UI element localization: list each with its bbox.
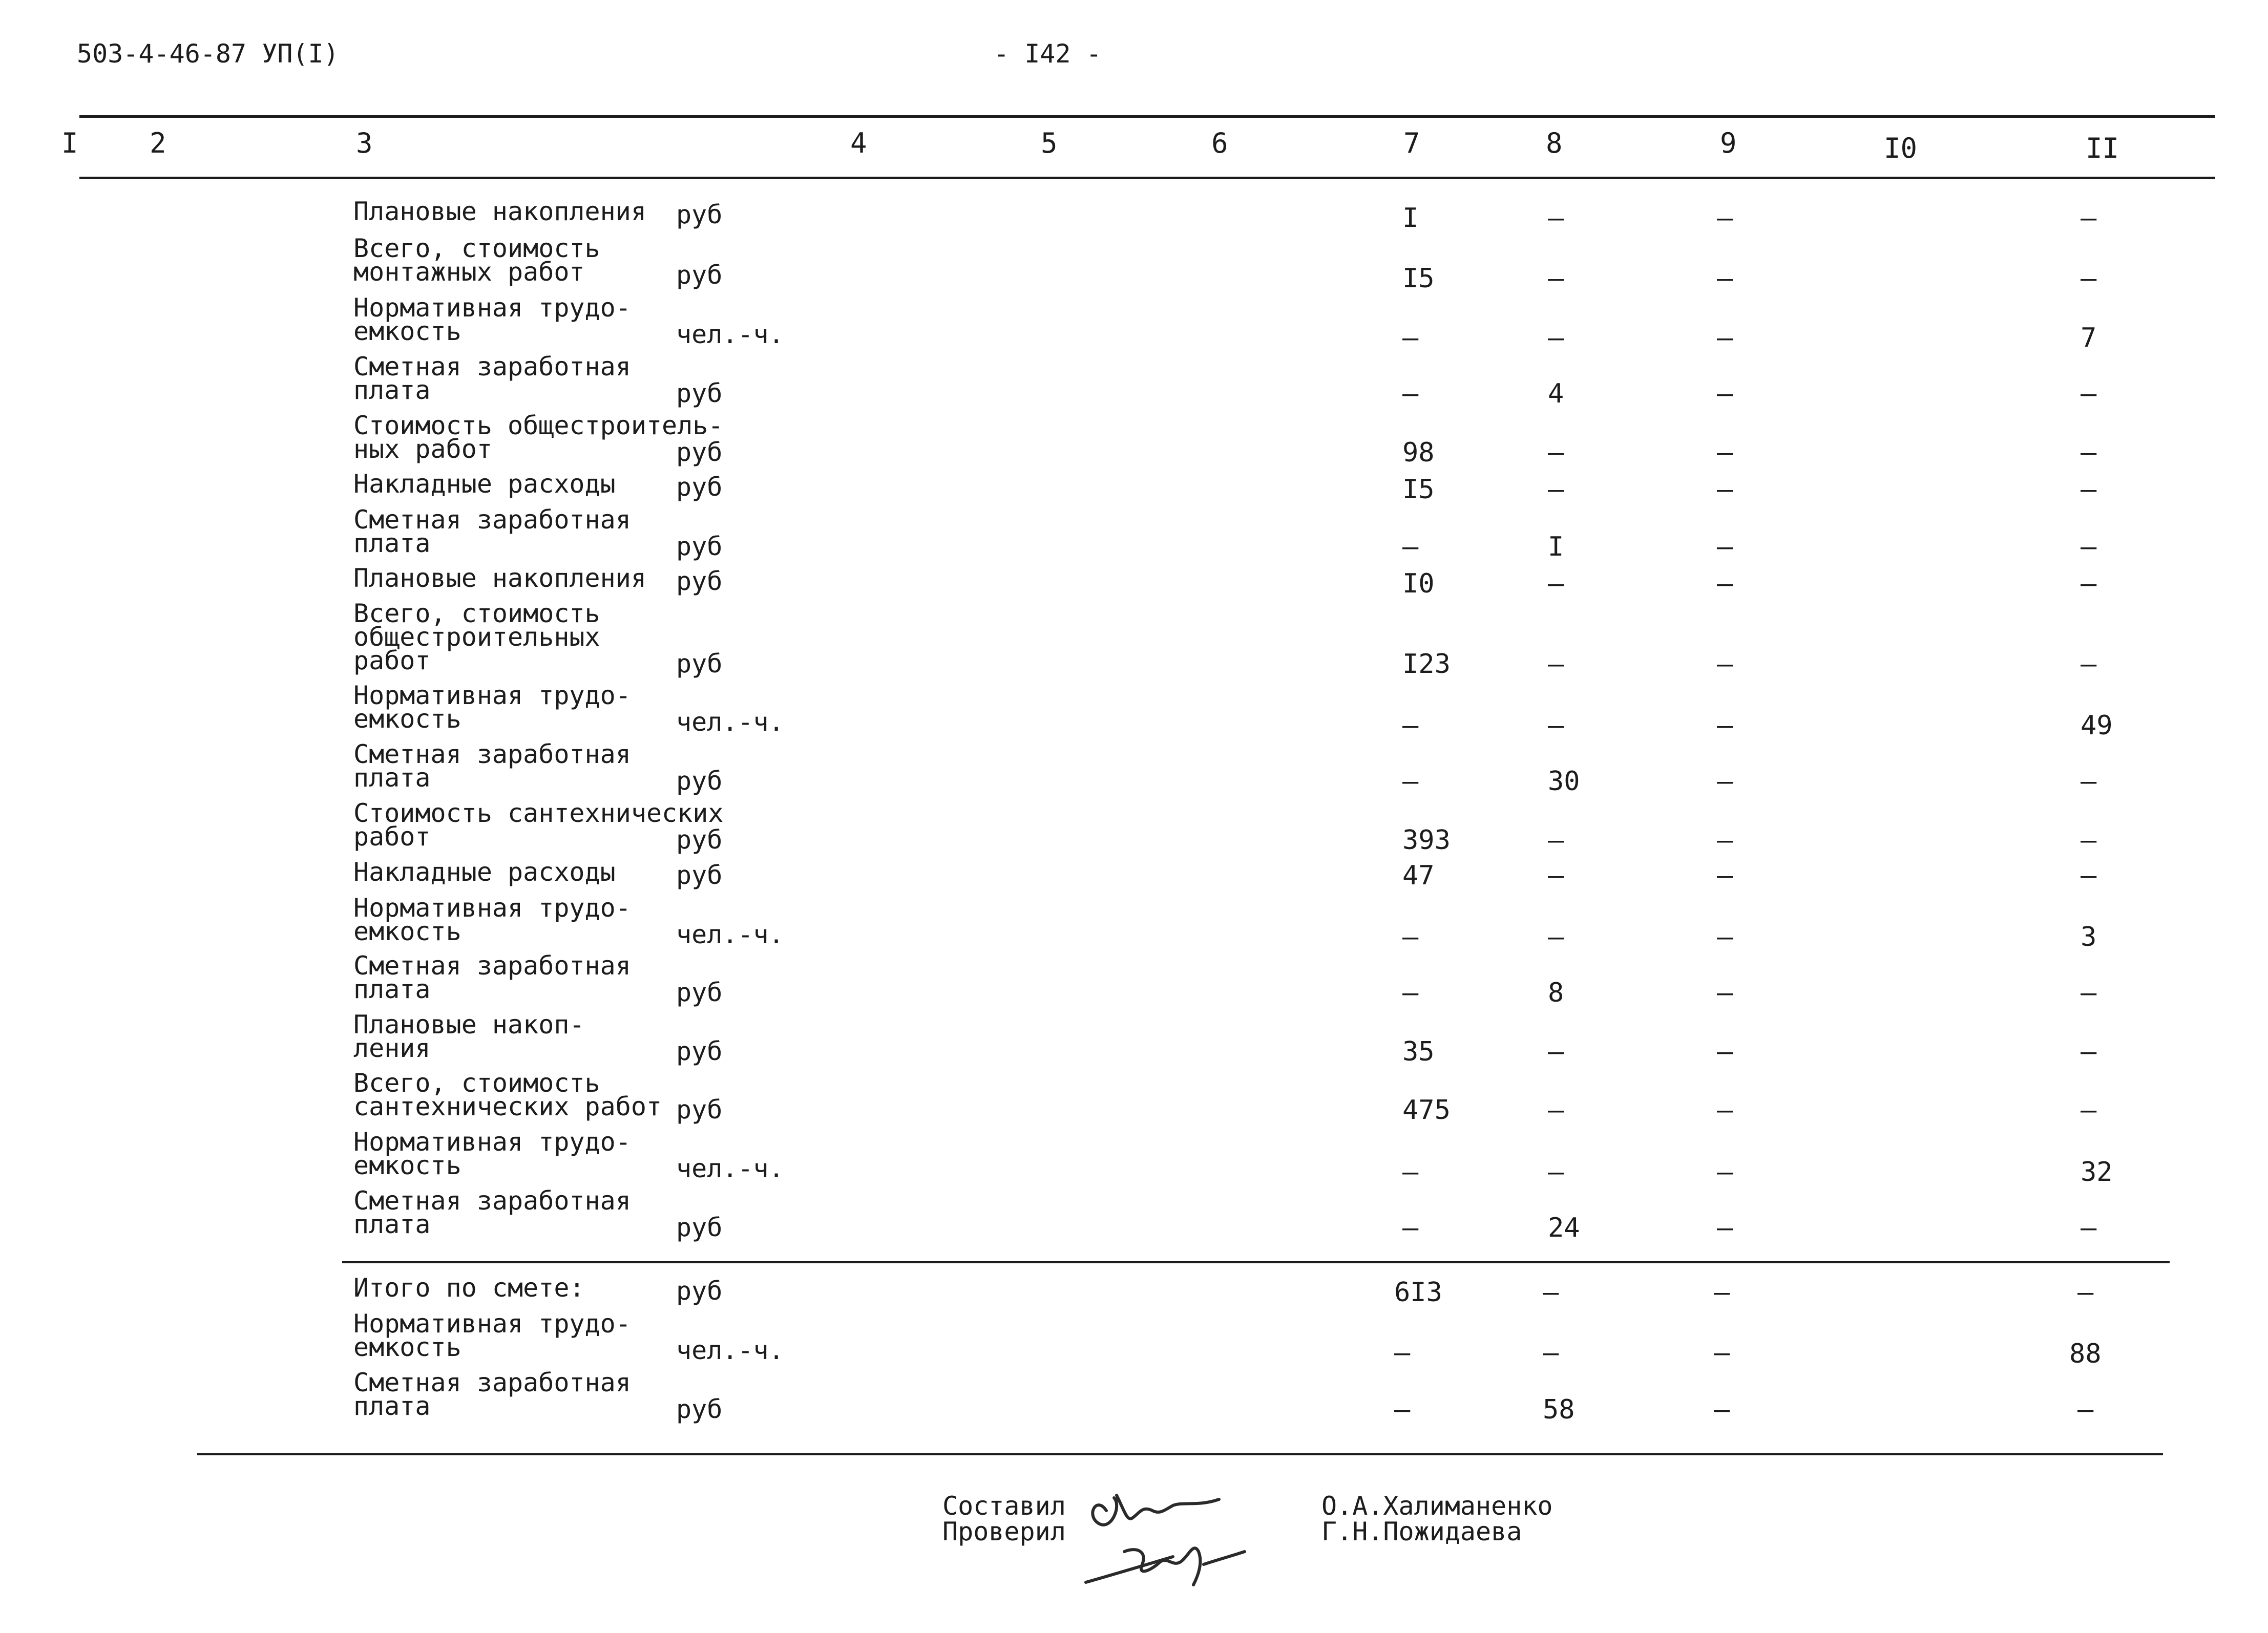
column-number-1: I	[61, 127, 78, 159]
col7-value: 47	[1402, 860, 1435, 891]
row-label: Сметная заработная плата	[353, 951, 631, 1004]
row-label: Нормативная трудо- емкость	[353, 1127, 631, 1180]
row-unit: чел.-ч.	[676, 1154, 784, 1183]
col9-value: –	[1717, 1095, 1733, 1126]
col9-value: –	[1717, 922, 1733, 952]
row-unit: руб	[676, 532, 723, 561]
col8-value: –	[1548, 437, 1564, 468]
header-bottom-rule	[79, 177, 2215, 179]
col8-value: –	[1548, 263, 1564, 294]
col8-value: 8	[1548, 978, 1564, 1008]
row-unit: руб	[676, 649, 723, 678]
col11-value: –	[2081, 860, 2097, 891]
col11-value: –	[2081, 1213, 2097, 1243]
row-label: Сметная заработная плата	[353, 739, 631, 793]
column-number-8: 8	[1546, 127, 1563, 159]
col7-value: I23	[1402, 649, 1451, 680]
col7-value: –	[1402, 1157, 1419, 1187]
col8-value: –	[1548, 203, 1564, 234]
compiled-by-name: О.А.Халиманенко	[1321, 1491, 1553, 1521]
row-label: Плановые накоп- ления	[353, 1010, 585, 1063]
row-unit: чел.-ч.	[676, 920, 784, 949]
col8-value: –	[1548, 860, 1564, 891]
col11-value: –	[2081, 378, 2097, 409]
col9-value: –	[1717, 710, 1733, 741]
row-unit: руб	[676, 860, 723, 890]
col11-value: 49	[2081, 710, 2113, 741]
col7-value: –	[1402, 766, 1419, 797]
column-number-11: II	[2086, 132, 2119, 164]
column-number-3: 3	[356, 127, 373, 159]
col9-value: –	[1717, 766, 1733, 797]
col8-value: –	[1548, 1036, 1564, 1067]
col11-value: –	[2081, 649, 2097, 680]
col7-value: 475	[1402, 1095, 1451, 1126]
col11-value: 88	[2069, 1339, 2102, 1369]
row-unit: руб	[676, 978, 723, 1007]
col8-value: 24	[1548, 1213, 1580, 1243]
col8-value: 4	[1548, 378, 1564, 409]
table-bottom-rule	[197, 1453, 2163, 1455]
col9-value: –	[1714, 1338, 1730, 1368]
col8-value: –	[1548, 1157, 1564, 1187]
col9-value: –	[1717, 1157, 1733, 1187]
col7-value: –	[1402, 710, 1419, 741]
col9-value: –	[1717, 323, 1733, 353]
document-code: 503-4-46-87 УП(I)	[77, 39, 339, 69]
row-label: Нормативная трудо- емкость	[353, 681, 631, 734]
col11-value: 7	[2081, 323, 2097, 353]
row-label: Сметная заработная плата	[353, 352, 631, 405]
col11-value: –	[2081, 263, 2097, 294]
col11-value: –	[2081, 203, 2097, 234]
col9-value: –	[1717, 860, 1733, 891]
col11-value: –	[2081, 1036, 2097, 1067]
row-label: Сметная заработная плата	[353, 1186, 631, 1239]
row-label: Плановые накопления	[353, 563, 646, 593]
col8-value: –	[1548, 922, 1564, 952]
row-unit: руб	[676, 1095, 723, 1125]
row-unit: руб	[676, 1213, 723, 1242]
row-label: Накладные расходы	[353, 857, 616, 887]
col8-value: –	[1548, 649, 1564, 680]
totals-separator-rule	[342, 1261, 2170, 1263]
col7-value: –	[1402, 978, 1419, 1008]
row-label: Стоимость общестроитель- ных работ	[353, 411, 724, 464]
column-number-2: 2	[150, 127, 166, 159]
col11-value: –	[2081, 474, 2097, 505]
col8-value: 30	[1548, 766, 1580, 797]
col11-value: –	[2081, 825, 2097, 856]
row-unit: руб	[676, 825, 723, 855]
col7-value: 35	[1402, 1036, 1435, 1067]
col7-value: 393	[1402, 825, 1451, 856]
col7-value: I5	[1402, 263, 1435, 294]
col9-value: –	[1717, 263, 1733, 294]
column-number-9: 9	[1720, 127, 1737, 159]
checked-by-label: Проверил	[942, 1517, 1066, 1546]
row-unit: чел.-ч.	[676, 1335, 784, 1365]
col9-value: –	[1717, 1036, 1733, 1067]
col9-value: –	[1717, 978, 1733, 1008]
col11-value: 3	[2081, 922, 2097, 952]
col11-value: –	[2077, 1277, 2094, 1308]
col7-value: –	[1394, 1394, 1411, 1425]
row-label: Сметная заработная плата	[353, 505, 631, 558]
col11-value: –	[2081, 978, 2097, 1008]
row-unit: руб	[676, 437, 723, 467]
col11-value: –	[2081, 1095, 2097, 1126]
col9-value: –	[1714, 1277, 1730, 1308]
row-label: Итого по смете:	[353, 1273, 585, 1303]
col7-value: 98	[1402, 437, 1435, 468]
row-label: Нормативная трудо- емкость	[353, 893, 631, 946]
col8-value: –	[1548, 474, 1564, 505]
row-unit: руб	[676, 1394, 723, 1424]
row-label: Нормативная трудо- емкость	[353, 293, 631, 346]
col8-value: –	[1548, 323, 1564, 353]
row-label: Плановые накопления	[353, 197, 646, 226]
page-number: - I42 -	[994, 39, 1102, 69]
col7-value: –	[1402, 323, 1419, 353]
row-unit: руб	[676, 378, 723, 408]
col9-value: –	[1714, 1394, 1730, 1425]
col11-value: 32	[2081, 1157, 2113, 1187]
col7-value: –	[1402, 1213, 1419, 1243]
col11-value: –	[2081, 437, 2097, 468]
table-top-rule	[79, 115, 2215, 118]
col8-value: –	[1543, 1338, 1559, 1368]
row-label: Нормативная трудо- емкость	[353, 1309, 631, 1362]
column-number-7: 7	[1403, 127, 1420, 159]
col7-value: 6I3	[1394, 1277, 1442, 1308]
col8-value: –	[1543, 1277, 1559, 1308]
col8-value: –	[1548, 568, 1564, 599]
row-label: Сметная заработная плата	[353, 1368, 631, 1421]
row-unit: руб	[676, 1036, 723, 1066]
col7-value: I	[1402, 203, 1419, 234]
row-unit: руб	[676, 260, 723, 290]
col9-value: –	[1717, 1213, 1733, 1243]
row-unit: руб	[676, 766, 723, 796]
column-number-4: 4	[850, 127, 867, 159]
col8-value: –	[1548, 825, 1564, 856]
row-unit: руб	[676, 200, 723, 229]
row-label: Накладные расходы	[353, 469, 616, 499]
col9-value: –	[1717, 825, 1733, 856]
row-unit: чел.-ч.	[676, 320, 784, 349]
col9-value: –	[1717, 532, 1733, 562]
compiled-by-label: Составил	[942, 1491, 1066, 1521]
col11-value: –	[2081, 532, 2097, 562]
column-number-6: 6	[1211, 127, 1228, 159]
col7-value: –	[1402, 532, 1419, 562]
col11-value: –	[2081, 766, 2097, 797]
col9-value: –	[1717, 474, 1733, 505]
col9-value: –	[1717, 378, 1733, 409]
col8-value: I	[1548, 532, 1564, 562]
checked-by-name: Г.Н.Пожидаева	[1321, 1517, 1522, 1546]
col9-value: –	[1717, 203, 1733, 234]
col9-value: –	[1717, 568, 1733, 599]
col8-value: 58	[1543, 1394, 1575, 1425]
handwritten-signatures-icon	[1076, 1475, 1301, 1593]
col11-value: –	[2077, 1394, 2094, 1425]
row-label: Всего, стоимость сантехнических работ	[353, 1068, 662, 1121]
column-number-5: 5	[1041, 127, 1058, 159]
col7-value: I5	[1402, 474, 1435, 505]
column-number-10: I0	[1884, 132, 1918, 164]
row-label: Стоимость сантехнических работ	[353, 798, 724, 852]
row-unit: руб	[676, 472, 723, 502]
col7-value: –	[1402, 378, 1419, 409]
row-label: Всего, стоимость монтажных работ	[353, 234, 600, 287]
col7-value: –	[1402, 922, 1419, 952]
row-label: Всего, стоимость общестроительных работ	[353, 599, 600, 675]
col7-value: –	[1394, 1338, 1411, 1368]
row-unit: руб	[676, 566, 723, 596]
col11-value: –	[2081, 568, 2097, 599]
col9-value: –	[1717, 649, 1733, 680]
row-unit: руб	[676, 1276, 723, 1306]
col8-value: –	[1548, 710, 1564, 741]
col7-value: I0	[1402, 568, 1435, 599]
col9-value: –	[1717, 437, 1733, 468]
row-unit: чел.-ч.	[676, 707, 784, 737]
col8-value: –	[1548, 1095, 1564, 1126]
